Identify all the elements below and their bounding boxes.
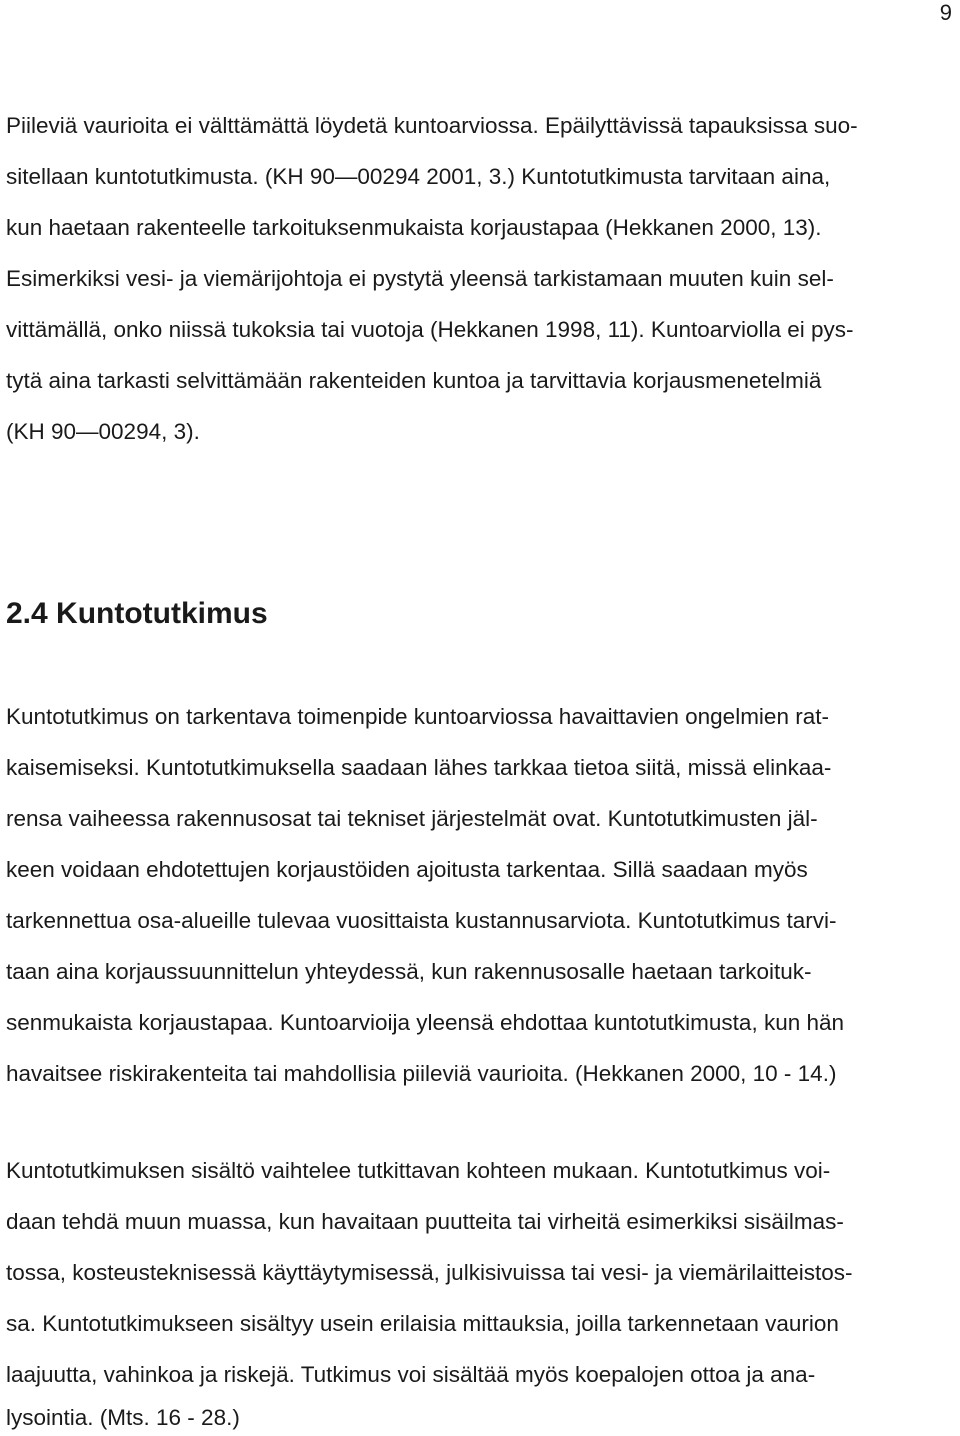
text-line: laajuutta, vahinkoa ja riskejä. Tutkimus voi sisältää myös koepalojen ottoa ja ana-	[6, 1362, 816, 1387]
text-line: taan aina korjaussuunnittelun yhteydessä, kun rakennusosalle haetaan tarkoituk-	[6, 959, 812, 984]
text-line: havaitsee riskirakenteita tai mahdollisia piileviä vaurioita. (Hekkanen 2000, 10 - 14.)	[6, 1061, 837, 1086]
text-line: lysointia. (Mts. 16 - 28.)	[6, 1405, 240, 1430]
text-line: sitellaan kuntotutkimusta. (KH 90—00294 2001, 3.) Kuntotutkimusta tarvitaan aina,	[6, 164, 831, 189]
text-line: sa. Kuntotutkimukseen sisältyy usein erilaisia mittauksia, joilla tarkennetaan vaurion	[6, 1311, 839, 1336]
text-line: daan tehdä muun muassa, kun havaitaan puutteita tai virheitä esimerkiksi sisäilmas-	[6, 1209, 844, 1234]
text-line: tytä aina tarkasti selvittämään rakenteiden kuntoa ja tarvittavia korjausmenetelmiä	[6, 368, 822, 393]
text-line: rensa vaiheessa rakennusosat tai tekniset järjestelmät ovat. Kuntotutkimusten jäl-	[6, 806, 818, 831]
text-line: vittämällä, onko niissä tukoksia tai vuotoja (Hekkanen 1998, 11). Kuntoarviolla ei pys-	[6, 317, 854, 342]
text-line: tossa, kosteusteknisessä käyttäytymisessä, julkisivuissa tai vesi- ja viemärilaitteistos-	[6, 1260, 853, 1285]
text-line: kaisemiseksi. Kuntotutkimuksella saadaan lähes tarkkaa tietoa siitä, missä elinkaa-	[6, 755, 832, 780]
text-line: tarkennettua osa-alueille tulevaa vuosittaista kustannusarviota. Kuntotutkimus tarvi-	[6, 908, 837, 933]
text-line: Kuntotutkimuksen sisältö vaihtelee tutkittavan kohteen mukaan. Kuntotutkimus voi-	[6, 1158, 831, 1183]
text-line: Piileviä vaurioita ei välttämättä löydetä kuntoarviossa. Epäilyttävissä tapauksissa suo-	[6, 113, 858, 138]
text-line: senmukaista korjaustapaa. Kuntoarvioija yleensä ehdottaa kuntotutkimusta, kun hän	[6, 1010, 845, 1035]
text-line: Esimerkiksi vesi- ja viemärijohtoja ei pystytä yleensä tarkistamaan muuten kuin sel-	[6, 266, 834, 291]
text-line: Kuntotutkimus on tarkentava toimenpide kuntoarviossa havaittavien ongelmien rat-	[6, 704, 829, 729]
text-line: keen voidaan ehdotettujen korjaustöiden ajoitusta tarkentaa. Sillä saadaan myös	[6, 857, 808, 882]
section-heading: 2.4 Kuntotutkimus	[6, 597, 268, 630]
text-line: kun haetaan rakenteelle tarkoituksenmukaista korjaustapaa (Hekkanen 2000, 13).	[6, 215, 822, 240]
page-number: 9	[939, 0, 952, 25]
text-line: (KH 90—00294, 3).	[6, 419, 200, 444]
